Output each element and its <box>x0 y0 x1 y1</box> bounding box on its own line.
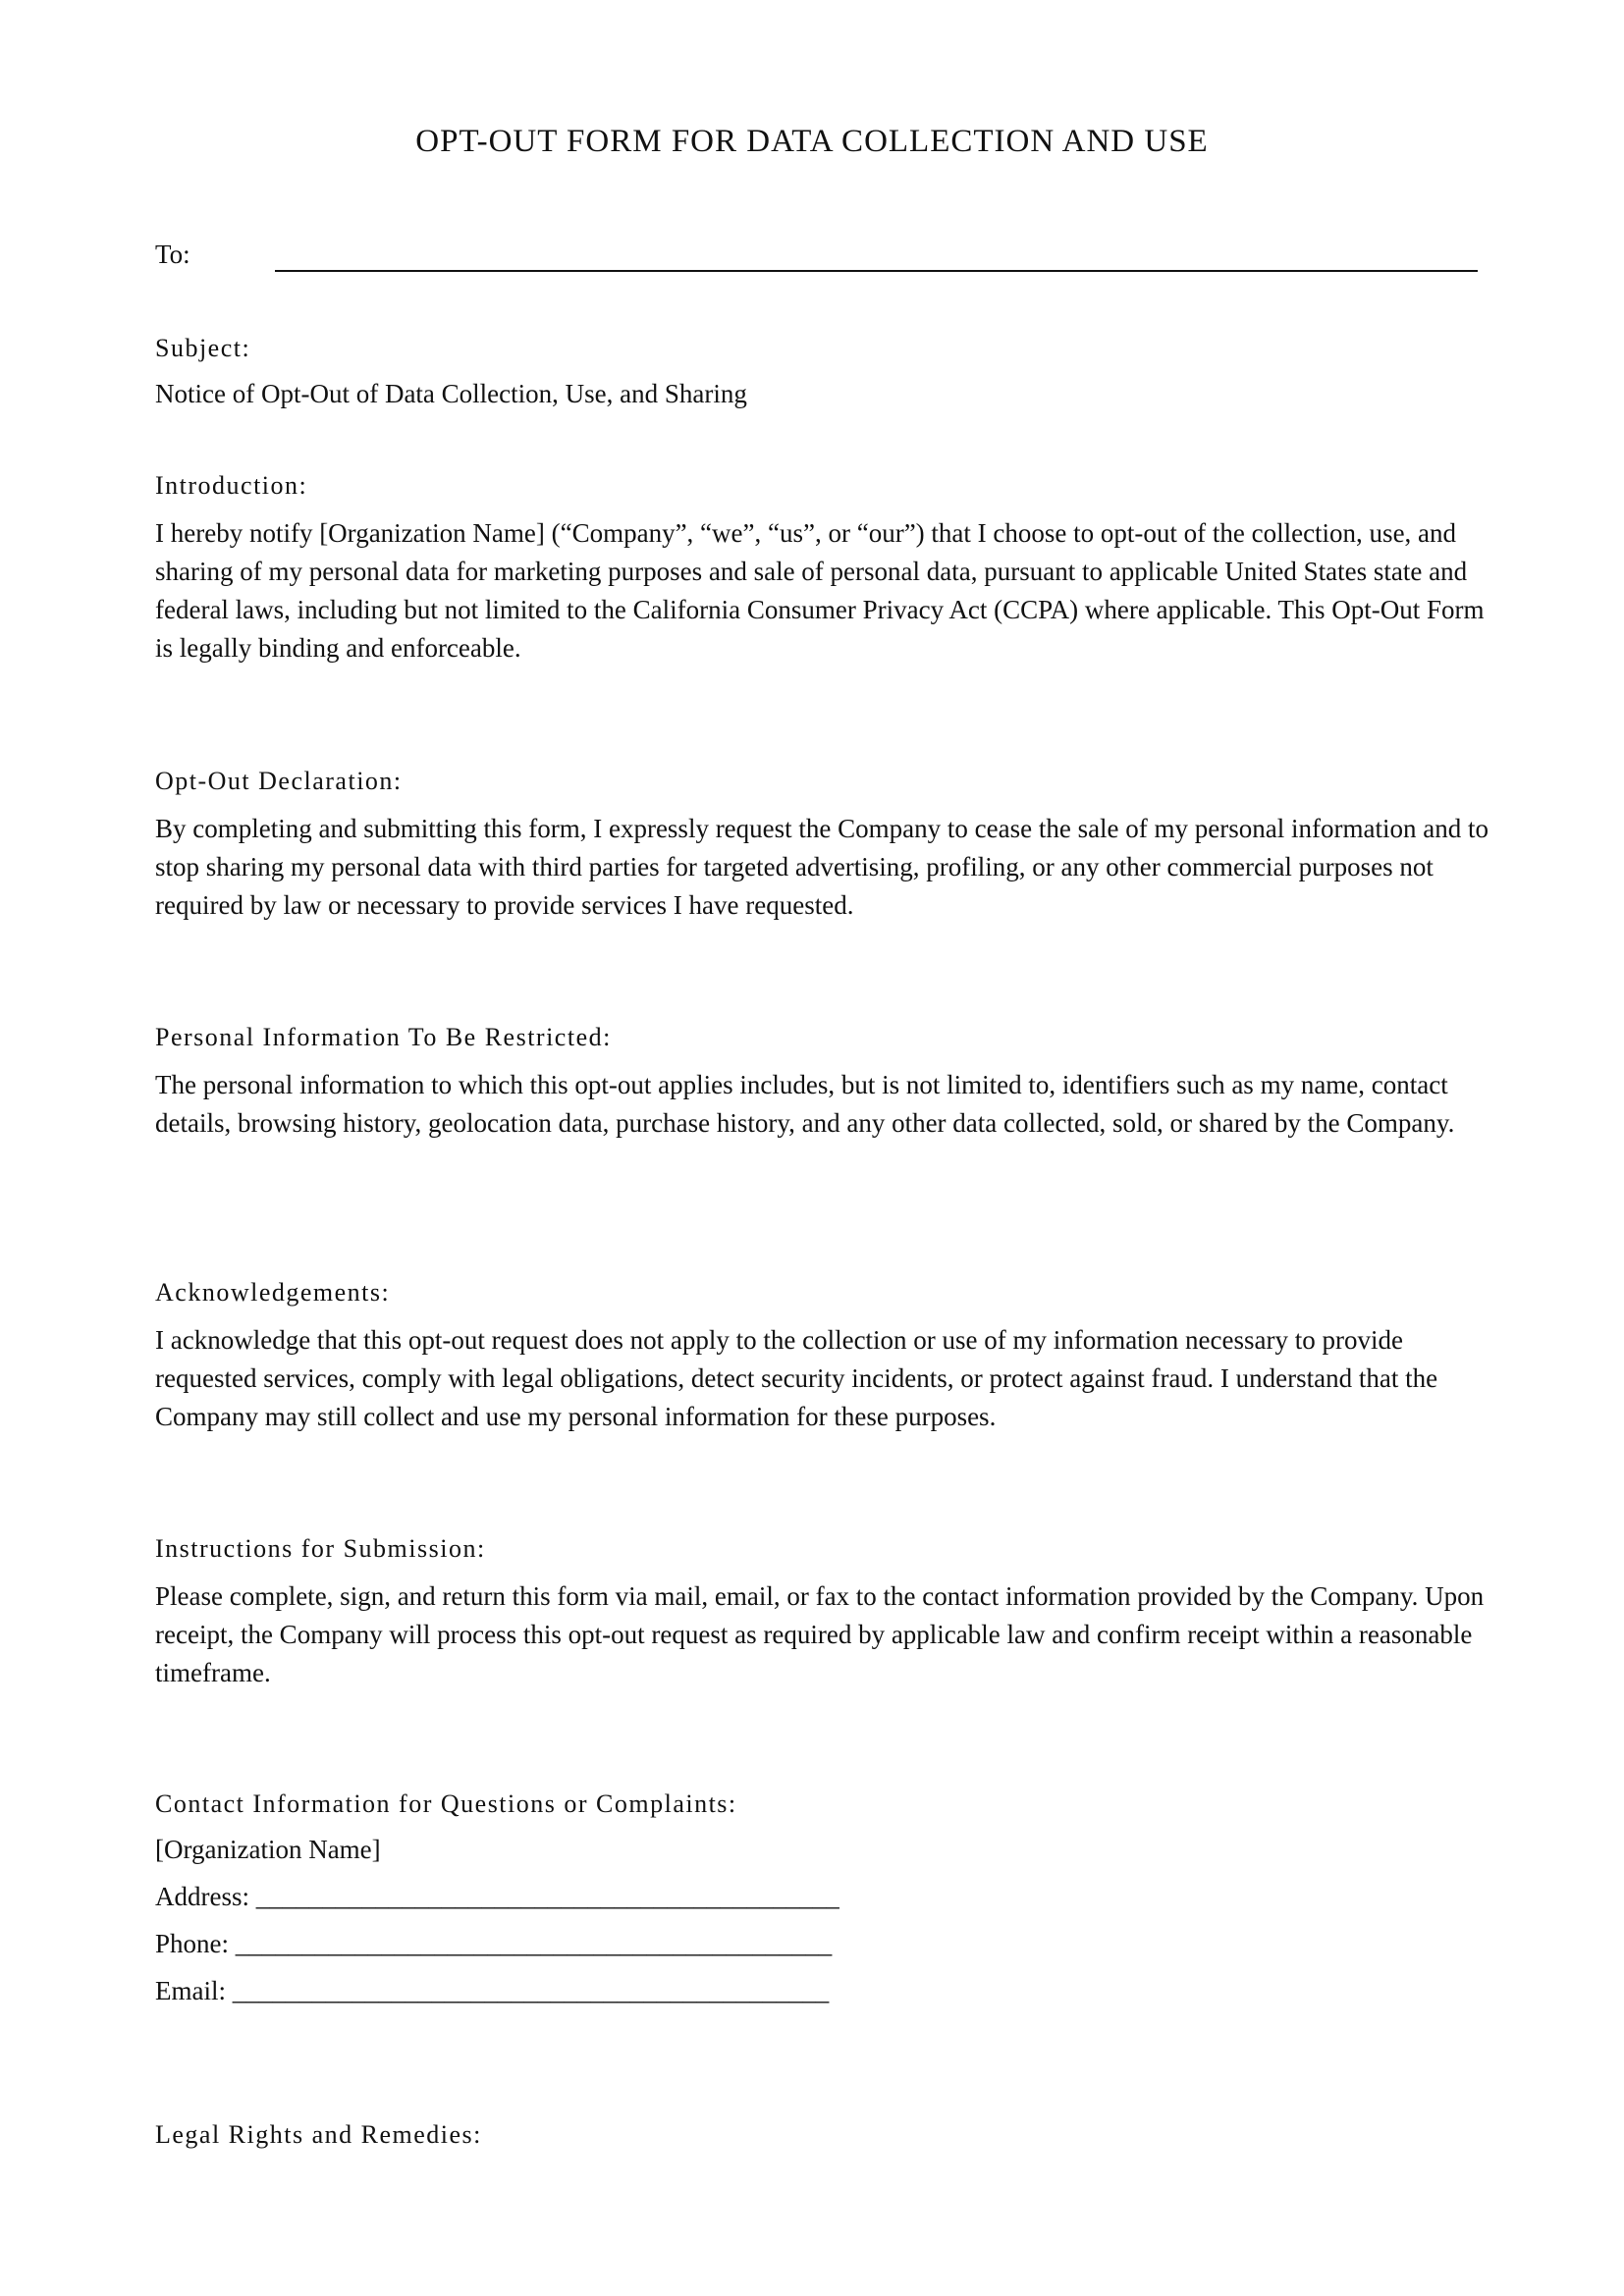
contact-email-field[interactable]: Email: _____________________________________________ <box>155 1976 830 2005</box>
contact-address-field[interactable]: Address: ____________________________________________ <box>155 1882 839 1911</box>
restricted-text: The personal information to which this opt-out applies includes, but is not limited to, identifiers such as my name, contact details, browsing history, geolocation data, purchase history, and any other data collected, sold, or shared by the Company. <box>155 1070 1455 1138</box>
contact-organization: [Organization Name] <box>155 1835 381 1864</box>
contact-heading: Contact Information for Questions or Complaints: <box>155 1789 737 1818</box>
acknowledgements-heading: Acknowledgements: <box>155 1278 391 1307</box>
instructions-heading: Instructions for Submission: <box>155 1534 486 1563</box>
introduction-text: I hereby notify [Organization Name] (“Company”, “we”, “us”, or “our”) that I choose to opt-out of the collection, use, and sharing of my personal data for marketing purposes and sale of personal data, pursuant to applicable United States state and federal laws, including but not limited to the California Consumer Privacy Act (CCPA) where applicable. This Opt-Out Form is legally binding and enforceable. <box>155 518 1485 663</box>
subject-heading: Subject: <box>155 334 251 362</box>
instructions-text: Please complete, sign, and return this form via mail, email, or fax to the contact information provided by the Company. Upon receipt, the Company will process this opt-out request as required by applicable law and confirm receipt within a reasonable timeframe. <box>155 1581 1485 1687</box>
to-field-line[interactable] <box>275 270 1478 272</box>
legal-heading: Legal Rights and Remedies: <box>155 2120 482 2149</box>
subject-text: Notice of Opt-Out of Data Collection, Use, and Sharing <box>155 379 747 408</box>
declaration-heading: Opt-Out Declaration: <box>155 767 403 795</box>
to-label: To: <box>155 240 190 269</box>
contact-phone-field[interactable]: Phone: _____________________________________________ <box>155 1929 833 1958</box>
introduction-heading: Introduction: <box>155 471 308 500</box>
restricted-heading: Personal Information To Be Restricted: <box>155 1023 612 1051</box>
declaration-text: By completing and submitting this form, I expressly request the Company to cease the sale of my personal information and to stop sharing my personal data with third parties for targeted advertising, profiling, or any other commercial purposes not required by law or necessary to provide services I have requested. <box>155 814 1489 920</box>
acknowledgements-text: I acknowledge that this opt-out request does not apply to the collection or use of my information necessary to provide requested services, comply with legal obligations, detect security incidents, or protect against fraud. I understand that the Company may still collect and use my personal information for these purposes. <box>155 1325 1438 1431</box>
document-title: OPT-OUT FORM FOR DATA COLLECTION AND USE <box>415 124 1209 159</box>
